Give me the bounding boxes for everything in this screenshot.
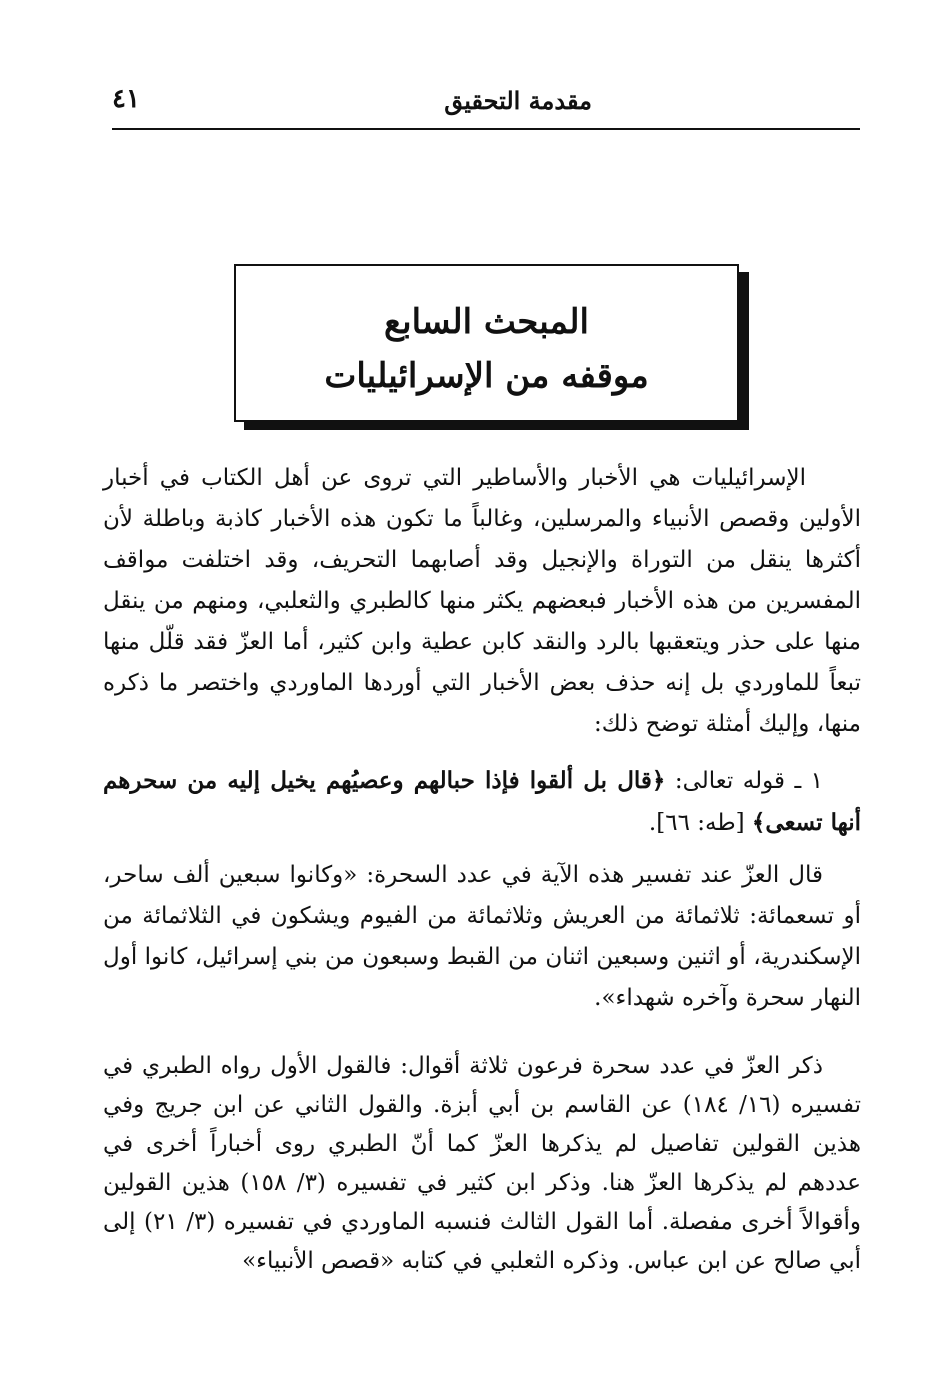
section-title-box [234,264,739,422]
quote-paragraph: قال العزّ عند تفسير هذه الآية في عدد السحرة: «وكانوا سبعين ألف ساحر، أو تسعمائة: ثلاثمائة من العريش وثلاثمائة من الفيوم ويشكون في الثلاثمائة من الإسكندرية، أو اثنين وسبعين اثنان من القبط وسبعون من بني إسرائيل، كانوا أول النهار سحرة وآخره شهداء». [103,862,861,1011]
example-1-paragraph [103,760,861,844]
quran-verse: ﴿قال بل ألقوا فإذا حبالهم وعصيُهم يخيل إليه من سحرهم أنها تسعى﴾ [103,767,861,836]
running-header [112,78,860,126]
commentary-paragraph: ذكر العزّ في عدد سحرة فرعون ثلاثة أقوال: فالقول الأول رواه الطبري في تفسيره (١٦/ ١٨٤) عن القاسم بن أبي أبزة. والقول الثاني عن ابن جريج وفي هذين القولين تفاصيل لم يذكرها العزّ كما أنّ الطبري روى أخباراً أخرى في عددهم لم يذكرها العزّ هنا. وذكر ابن كثير في تفسيره (٣/ ١٥٨) هذين القولين وأقوالاً أخرى مفصلة. أما القول الثالث فنسبه الماوردي في تفسيره (٣/ ٢١) إلى أبي صالح عن ابن عباس. وذكره الثعلبي في كتابه «قصص الأنبياء» [103,1053,861,1274]
example-1-prefix: ١ ـ قوله تعالى: [674,768,823,794]
page-number: ٤١ [112,84,140,114]
header-title: مقدمة التحقيق [444,86,592,115]
section-heading: المبحث السابع [384,302,589,342]
intro-paragraph: الإسرائيليات هي الأخبار والأساطير التي تروى عن أهل الكتاب في أخبار الأولين وقصص الأنبياء والمرسلين، وغالباً ما تكون هذه الأخبار كاذبة وباطلة لأن أكثرها ينقل من التوراة والإنجيل وقد أصابهما التحريف، وقد اختلفت مواقف المفسرين من هذه الأخبار فبعضهم يكثر منها كالطبري والثعلبي، ومنهم من ينقل منها على حذر ويتعقبها بالرد والنقد كابن عطية وابن كثير، أما العزّ فقد قلّل منها تبعاً للماوردي بل إنه حذف بعض الأخبار التي أوردها الماوردي واختصر ما ذكره منها، وإليك أمثلة توضح ذلك: [103,465,861,737]
verse-reference: [طه: ٦٦]. [648,810,745,836]
header-rule [112,128,860,130]
section-subheading: موقفه من الإسرائيليات [324,356,649,396]
